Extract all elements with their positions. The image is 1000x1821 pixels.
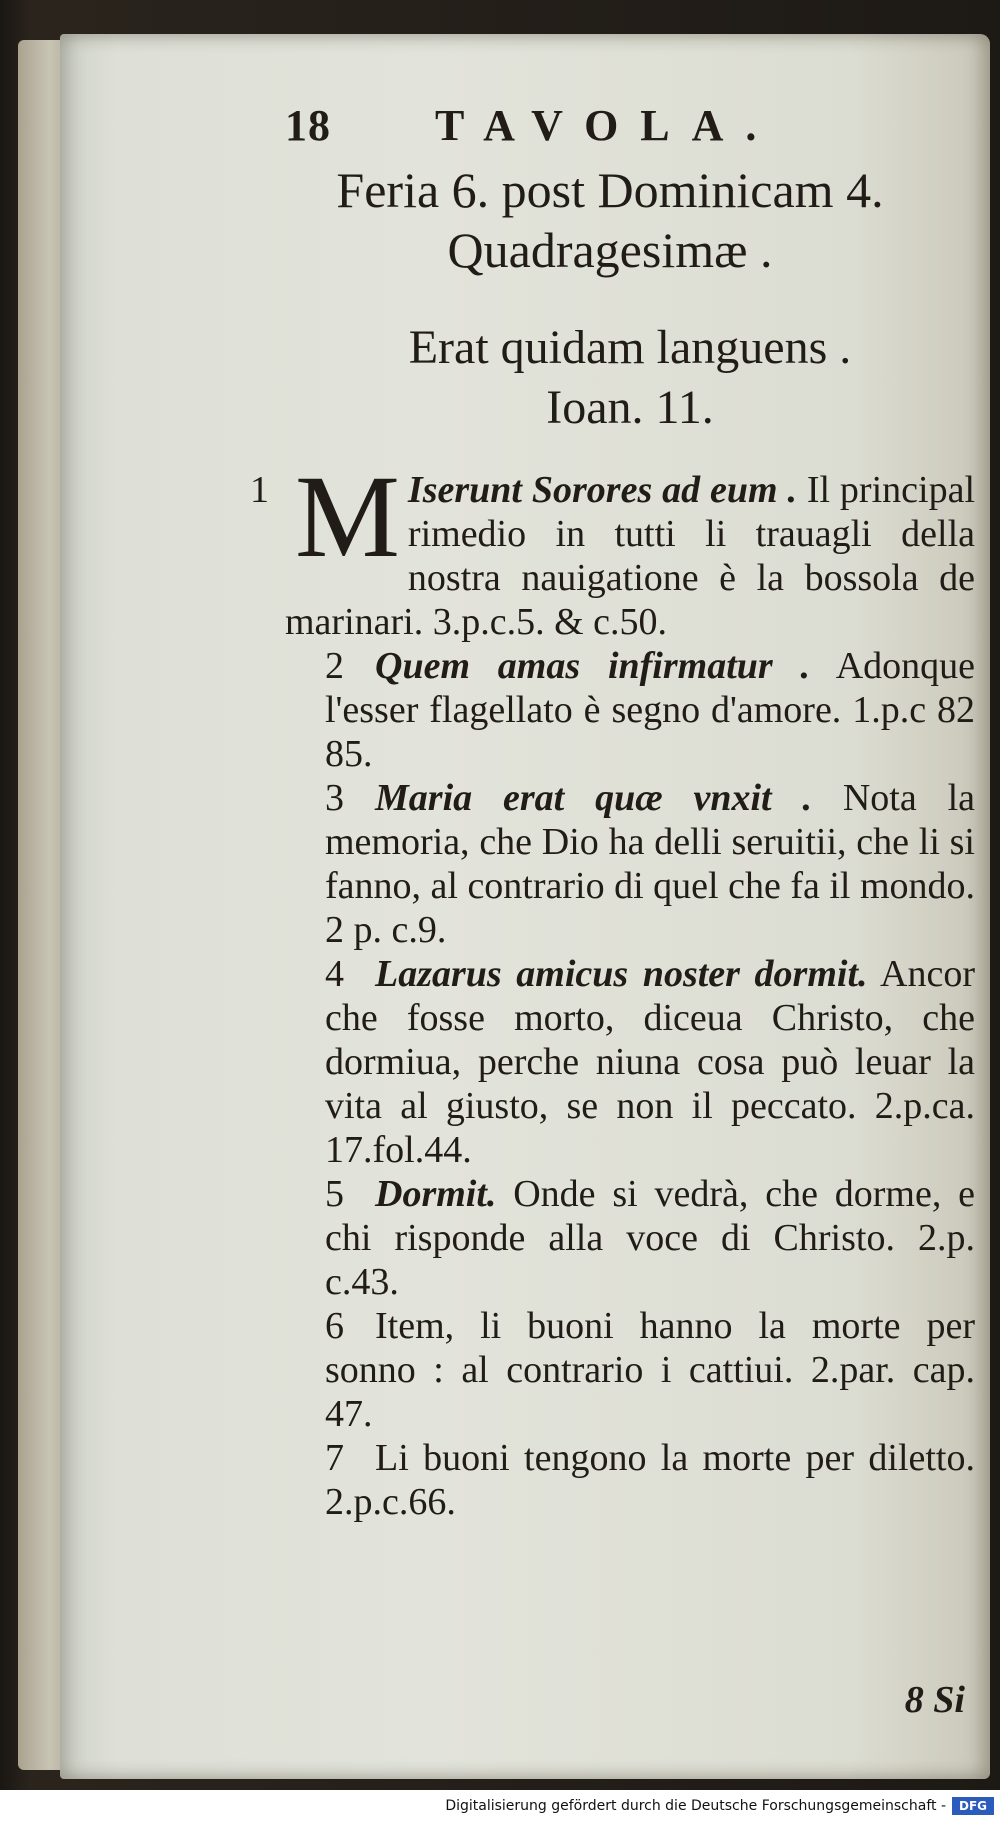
entry-7: [285, 1436, 975, 1524]
section-heading-line-1: Feria 6. post Dominicam 4.: [336, 162, 884, 218]
entry-number: 6: [325, 1305, 344, 1347]
entry-number: 3: [325, 777, 344, 819]
subheading-line-1: Erat quidam languens .: [408, 321, 852, 374]
running-title: TAVOLA.: [435, 101, 779, 150]
entry-3: [285, 776, 975, 952]
entry-6: [285, 1304, 975, 1436]
entry-text: Onde si vedrà, che dorme, e chi risponde alla voce di Christo. 2.p. c.43.: [325, 1173, 975, 1303]
entry-lemma: Quem amas infirmatur .: [375, 645, 810, 687]
entry-text: Item, li buoni hanno la morte per sonno : al contrario i cattiui. 2.par. cap. 47.: [325, 1305, 975, 1435]
entry-text: Ancor che fosse morto, diceua Christo, che dormiua, perche niuna cosa può leuar la vita al giusto, se non il peccato. 2.p.ca. 17.fol.44.: [325, 953, 975, 1171]
page-content: [250, 100, 976, 1721]
entry-1: [250, 451, 975, 644]
entry-number: 2: [325, 645, 344, 687]
entry-number: 4: [325, 953, 344, 995]
entry-lemma: Dormit.: [375, 1173, 497, 1215]
entry-list: [250, 451, 976, 1524]
dfg-logo[interactable]: DFG: [952, 1797, 994, 1815]
subheading-line-2: Ioan. 11.: [546, 381, 714, 434]
entry-text: Nota la memoria, che Dio ha delli seruitii, che li si fanno, al contrario di quel che fa il mondo. 2 p. c.9.: [325, 777, 976, 951]
gospel-subheading: [285, 318, 975, 438]
drop-cap: M: [295, 451, 400, 582]
entry-text: Il principal rimedio in tutti li trauagli della nostra nauigatione è la bossola de marinari. 3.p.c.5. & c.50.: [285, 469, 975, 643]
footer-credit: Digitalisierung gefördert durch die Deutsche Forschungsgemeinschaft -: [445, 1797, 946, 1814]
entry-number: 7: [325, 1437, 344, 1479]
page-number: 18: [285, 101, 331, 150]
entry-2: [285, 644, 975, 776]
entry-text: Adonque l'esser flagellato è segno d'amore. 1.p.c 82 85.: [325, 645, 975, 775]
entry-lemma: Maria erat quæ vnxit .: [375, 777, 812, 819]
digitization-footer: [0, 1790, 1000, 1821]
entry-lemma: Lazarus amicus noster dormit.: [375, 953, 868, 995]
section-heading: [265, 160, 955, 280]
entry-lemma: Iserunt Sorores ad eum .: [407, 469, 797, 511]
section-heading-line-2: Quadragesimæ .: [447, 222, 773, 278]
entry-number: 1: [250, 469, 269, 511]
entry-number: 5: [325, 1173, 344, 1215]
entry-4: [285, 952, 975, 1172]
catchword: 8 Si: [904, 1679, 965, 1721]
entry-5: [285, 1172, 975, 1304]
page-header: [285, 100, 975, 160]
entry-text: Li buoni tengono la morte per diletto. 2.p.c.66.: [325, 1437, 975, 1523]
